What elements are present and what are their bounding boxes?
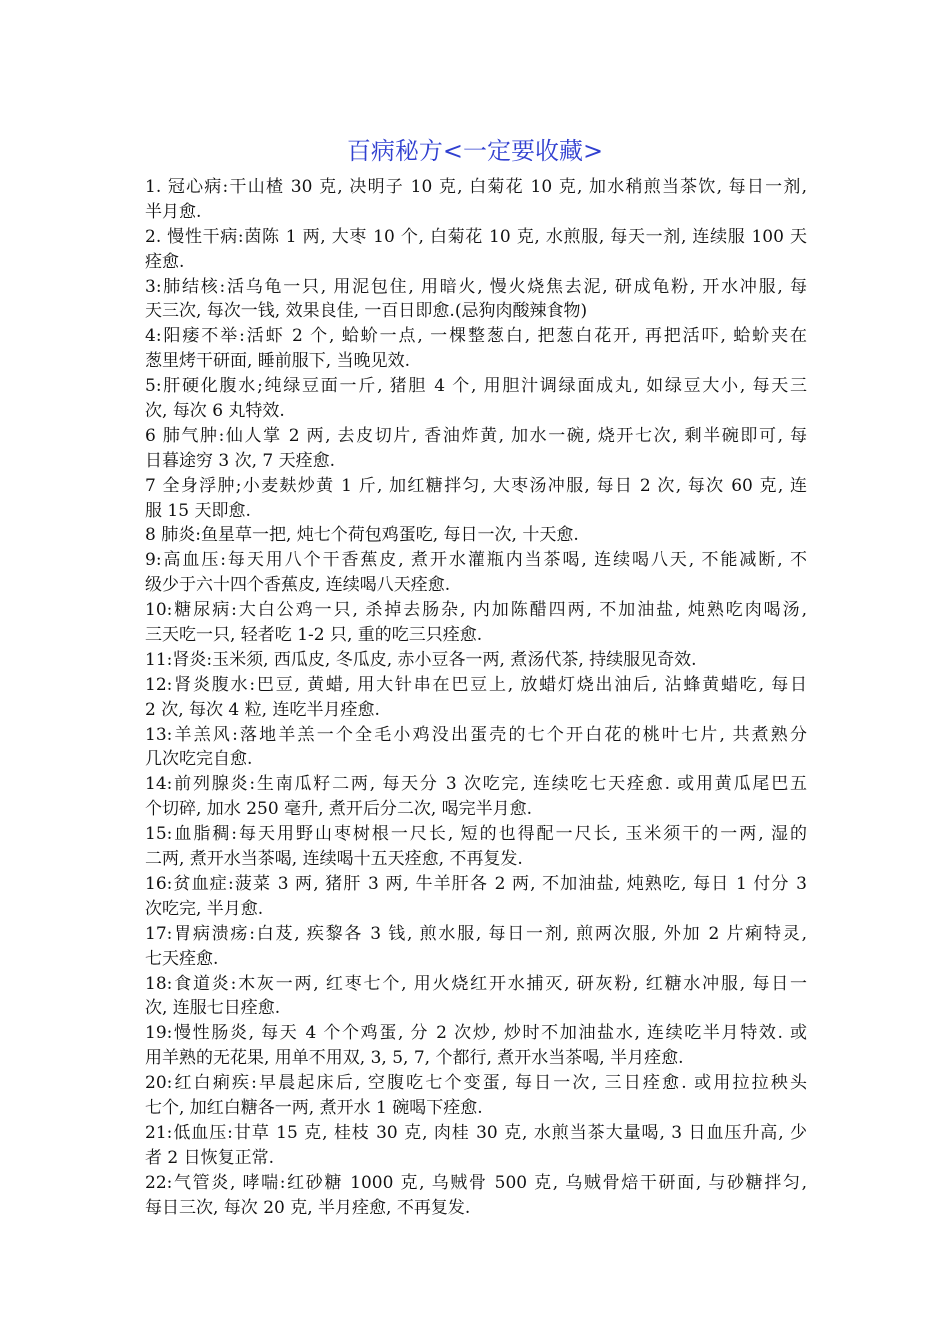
remedy-item-18 — [145, 972, 807, 1022]
remedy-line: 服 15 天即愈. — [145, 500, 251, 521]
remedy-line: 14:前列腺炎:生南瓜籽二两, 每天分 3 次吃完, 连续吃七天痊愈. 或用黄瓜尾巴五 — [145, 774, 807, 795]
remedy-line: 葱里烤干研面, 睡前服下, 当晚见效. — [145, 351, 411, 372]
remedy-line: 1. 冠心病:干山楂 30 克, 决明子 10 克, 白菊花 10 克, 加水稍煎当茶饮, 每日一剂, — [145, 177, 807, 197]
remedy-item-20 — [145, 1071, 807, 1121]
remedy-line: 17:胃病溃疡:白芨, 疾黎各 3 钱, 煎水服, 每日一剂, 煎两次服, 外加 2 片痢特灵, — [145, 923, 807, 944]
remedy-line: 18:食道炎:木灰一两, 红枣七个, 用火烧红开水捕灭, 研灰粉, 红糖水冲服, 每日一 — [145, 973, 807, 994]
remedy-line: 者 2 日恢复正常. — [145, 1147, 275, 1168]
remedy-line: 半月愈. — [145, 201, 202, 222]
remedy-line: 7 全身浮肿;小麦麸炒黄 1 斤, 加红糖拌匀, 大枣汤冲服, 每日 2 次, 每次 60 克, 连 — [145, 475, 807, 496]
remedy-item-4 — [145, 324, 807, 374]
remedy-line: 几次吃完自愈. — [145, 749, 253, 770]
remedy-item-11 — [145, 648, 807, 673]
page-title: 百病秘方<一定要收藏> — [346, 137, 604, 165]
remedy-line: 4:阳痿不举:活虾 2 个, 蛤蚧一点, 一棵整葱白, 把葱白花开, 再把活吓, 蛤蚧夹在 — [145, 326, 807, 347]
remedy-line: 三天吃一只, 轻者吃 1-2 只, 重的吃三只痊愈. — [145, 625, 483, 646]
remedy-line: 每日三次, 每次 20 克, 半月痊愈, 不再复发. — [145, 1197, 471, 1218]
remedy-line: 日暮途穷 3 次, 7 天痊愈. — [145, 450, 336, 471]
remedy-item-10 — [145, 598, 807, 648]
remedy-item-16 — [145, 872, 807, 922]
remedy-item-6 — [145, 424, 807, 474]
remedy-line: 16:贫血症:菠菜 3 两, 猪肝 3 两, 牛羊肝各 2 两, 不加油盐, 炖熟吃, 每日 1 付分 3 — [145, 873, 807, 894]
remedy-item-14 — [145, 772, 807, 822]
remedy-item-3 — [145, 275, 807, 325]
remedy-item-17 — [145, 922, 807, 972]
remedy-line: 20:红白痢疾:早晨起床后, 空腹吃七个变蛋, 每日一次, 三日痊愈. 或用拉拉秧头 — [145, 1073, 807, 1094]
remedy-line: 6 肺气肿:仙人掌 2 两, 去皮切片, 香油炸黄, 加水一碗, 烧开七次, 剩半碗即可, 每 — [145, 425, 807, 446]
remedy-line: 2. 慢性干病:茵陈 1 两, 大枣 10 个, 白菊花 10 克, 水煎服, 每天一剂, 连续服 100 天 — [145, 226, 807, 247]
remedy-list — [145, 175, 807, 1220]
remedy-line: 个切碎, 加水 250 毫升, 煮开后分二次, 喝完半月愈. — [145, 799, 533, 820]
remedy-line: 二两, 煮开水当茶喝, 连续喝十五天痊愈, 不再复发. — [145, 849, 523, 870]
remedy-line: 9:高血压:每天用八个干香蕉皮, 煮开水灌瓶内当茶喝, 连续喝八天, 不能减断, 不 — [145, 550, 807, 571]
remedy-line: 七天痊愈. — [145, 948, 219, 969]
remedy-item-15 — [145, 822, 807, 872]
remedy-line: 22:气管炎, 哮喘:红砂糖 1000 克, 乌贼骨 500 克, 乌贼骨焙干研面, 与砂糖拌匀, — [145, 1172, 807, 1193]
remedy-line: 11:肾炎:玉米须, 西瓜皮, 冬瓜皮, 赤小豆各一两, 煮汤代茶, 持续服见奇效. — [145, 649, 697, 670]
remedy-line: 13:羊羔风:落地羊羔一个全毛小鸡没出蛋壳的七个开白花的桃叶七片, 共煮熟分 — [145, 724, 807, 745]
remedy-line: 21:低血压:甘草 15 克, 桂枝 30 克, 肉桂 30 克, 水煎当茶大量喝, 3 日血压升高, 少 — [145, 1122, 807, 1143]
remedy-line: 5:肝硬化腹水;纯绿豆面一斤, 猪胆 4 个, 用胆汁调绿面成丸, 如绿豆大小, 每天三 — [145, 376, 807, 397]
remedy-item-21 — [145, 1121, 807, 1171]
remedy-item-5 — [145, 374, 807, 424]
remedy-line: 痊愈. — [145, 251, 185, 272]
remedy-item-8 — [145, 523, 807, 548]
remedy-line: 3:肺结核:活乌龟一只, 用泥包住, 用暗火, 慢火烧焦去泥, 研成龟粉, 开水冲服, 每 — [145, 276, 807, 297]
remedy-line: 天三次, 每次一钱, 效果良佳, 一百日即愈.(忌狗肉酸辣食物) — [145, 301, 588, 322]
remedy-item-19 — [145, 1021, 807, 1071]
remedy-item-22 — [145, 1171, 807, 1221]
remedy-line: 12:肾炎腹水:巴豆, 黄蜡, 用大针串在巴豆上, 放蜡灯烧出油后, 沾蜂黄蜡吃, 每日 — [145, 674, 807, 695]
remedy-line: 次吃完, 半月愈. — [145, 898, 264, 919]
remedy-line: 10:糖尿病:大白公鸡一只, 杀掉去肠杂, 内加陈醋四两, 不加油盐, 炖熟吃肉喝汤, — [145, 600, 807, 621]
remedy-line: 次, 每次 6 丸特效. — [145, 401, 285, 422]
remedy-item-9 — [145, 548, 807, 598]
remedy-line: 级少于六十四个香蕉皮, 连续喝八天痊愈. — [145, 575, 451, 596]
remedy-line: 15:血脂稠:每天用野山枣树根一尺长, 短的也得配一尺长, 玉米须干的一两, 湿的 — [145, 824, 807, 845]
remedy-line: 用羊熟的无花果, 用单不用双, 3, 5, 7, 个都行, 煮开水当茶喝, 半月痊愈. — [145, 1048, 684, 1069]
remedy-item-1 — [145, 175, 807, 225]
remedy-line: 19:慢性肠炎, 每天 4 个个鸡蛋, 分 2 次炒, 炒时不加油盐水, 连续吃半月特效. 或 — [145, 1023, 807, 1044]
remedy-line: 次, 连服七日痊愈. — [145, 998, 281, 1019]
remedy-item-13 — [145, 723, 807, 773]
remedy-line: 2 次, 每次 4 粒, 连吃半月痊愈. — [145, 699, 380, 720]
remedy-line: 七个, 加红白糖各一两, 煮开水 1 碗喝下痊愈. — [145, 1097, 483, 1118]
remedy-line: 8 肺炎:鱼星草一把, 炖七个荷包鸡蛋吃, 每日一次, 十天愈. — [145, 525, 579, 546]
remedy-item-2 — [145, 225, 807, 275]
remedy-item-12 — [145, 673, 807, 723]
remedy-item-7 — [145, 474, 807, 524]
